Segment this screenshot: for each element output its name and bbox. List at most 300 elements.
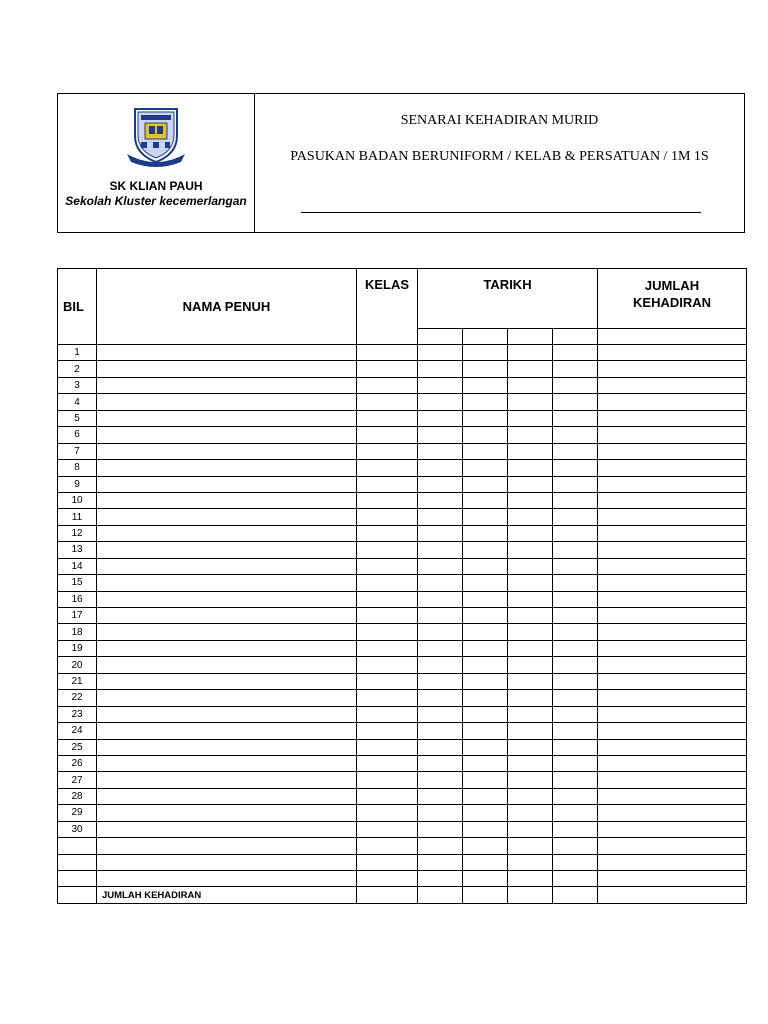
name-cell[interactable] [97,575,357,591]
name-cell[interactable] [97,624,357,640]
attendance-cell[interactable] [508,871,553,887]
attendance-cell[interactable] [508,410,553,426]
table-row [58,805,747,821]
attendance-cell[interactable] [553,443,598,459]
name-cell[interactable] [97,755,357,771]
class-cell[interactable] [357,821,418,837]
attendance-cell[interactable] [463,476,508,492]
attendance-cell[interactable] [418,673,463,689]
attendance-cell[interactable] [553,838,598,854]
total-cell[interactable] [598,361,747,377]
attendance-cell[interactable] [418,410,463,426]
attendance-cell[interactable] [553,509,598,525]
attendance-cell[interactable] [553,624,598,640]
table-row [58,509,747,525]
total-cell[interactable] [598,788,747,804]
attendance-cell[interactable] [418,772,463,788]
attendance-cell[interactable] [418,575,463,591]
title-cell [255,94,744,232]
attendance-cell[interactable] [418,361,463,377]
table-row [58,558,747,574]
attendance-cell[interactable] [418,755,463,771]
total-cell[interactable] [598,624,747,640]
attendance-cell[interactable] [553,690,598,706]
attendance-cell[interactable] [508,525,553,541]
total-cell[interactable] [598,838,747,854]
column-header-jumlah-label: JUMLAH KEHADIRAN [633,278,712,310]
name-cell[interactable] [97,361,357,377]
table-row [58,821,747,837]
name-cell[interactable] [97,476,357,492]
class-cell[interactable] [357,558,418,574]
attendance-cell[interactable] [553,492,598,508]
attendance-cell[interactable] [553,410,598,426]
total-cell[interactable] [598,871,747,887]
column-header-nama: NAMA PENUH [97,269,357,345]
name-cell[interactable] [97,460,357,476]
class-cell[interactable] [357,361,418,377]
total-cell[interactable] [598,739,747,755]
name-cell[interactable] [97,345,357,361]
attendance-total-cell[interactable] [508,887,553,903]
name-cell[interactable] [97,640,357,656]
attendance-table [57,268,747,904]
attendance-cell[interactable] [418,509,463,525]
column-header-jumlah [598,269,747,329]
attendance-cell[interactable] [553,575,598,591]
attendance-cell[interactable] [508,690,553,706]
table-row [58,788,747,804]
attendance-cell[interactable] [463,525,508,541]
attendance-cell[interactable] [418,558,463,574]
attendance-cell[interactable] [508,838,553,854]
total-cell[interactable] [598,394,747,410]
attendance-cell[interactable] [508,755,553,771]
total-cell[interactable] [598,591,747,607]
name-cell[interactable] [97,788,357,804]
total-subheader-cell [598,329,747,345]
attendance-cell[interactable] [553,657,598,673]
attendance-cell[interactable] [418,871,463,887]
attendance-cell[interactable] [418,608,463,624]
attendance-cell[interactable] [508,591,553,607]
total-cell[interactable] [598,575,747,591]
name-cell[interactable] [97,492,357,508]
date-cell-header[interactable] [463,329,508,345]
total-cell[interactable] [598,525,747,541]
total-cell[interactable] [598,821,747,837]
attendance-cell[interactable] [418,377,463,393]
attendance-cell[interactable] [553,361,598,377]
name-cell[interactable] [97,410,357,426]
name-cell[interactable] [97,772,357,788]
attendance-cell[interactable] [418,492,463,508]
class-cell[interactable] [357,673,418,689]
attendance-cell[interactable] [553,772,598,788]
attendance-cell[interactable] [553,608,598,624]
attendance-cell[interactable] [463,345,508,361]
class-cell[interactable] [357,509,418,525]
attendance-cell[interactable] [508,575,553,591]
attendance-cell[interactable] [463,460,508,476]
attendance-cell[interactable] [463,673,508,689]
name-cell[interactable] [97,558,357,574]
attendance-cell[interactable] [418,640,463,656]
table-row [58,755,747,771]
table-row [58,624,747,640]
attendance-cell[interactable] [553,805,598,821]
attendance-cell[interactable] [463,624,508,640]
row-number [58,838,97,854]
attendance-cell[interactable] [553,788,598,804]
class-cell[interactable] [357,640,418,656]
total-cell[interactable] [598,542,747,558]
row-number: 15 [58,575,97,591]
attendance-cell[interactable] [508,460,553,476]
total-cell[interactable] [598,805,747,821]
attendance-cell[interactable] [418,805,463,821]
row-number: 2 [58,361,97,377]
attendance-cell[interactable] [508,854,553,870]
date-cell-header[interactable] [508,329,553,345]
table-row [58,542,747,558]
name-cell[interactable] [97,608,357,624]
total-cell[interactable] [598,755,747,771]
attendance-cell[interactable] [508,608,553,624]
attendance-rows [58,345,747,904]
name-cell[interactable] [97,443,357,459]
attendance-cell[interactable] [553,558,598,574]
class-cell[interactable] [357,476,418,492]
row-number: 24 [58,723,97,739]
row-number: 20 [58,657,97,673]
class-cell[interactable] [357,723,418,739]
attendance-cell[interactable] [463,755,508,771]
attendance-cell[interactable] [508,509,553,525]
attendance-cell[interactable] [508,805,553,821]
total-cell[interactable] [598,443,747,459]
attendance-cell[interactable] [463,871,508,887]
attendance-cell[interactable] [418,476,463,492]
total-cell[interactable] [598,410,747,426]
table-row [58,575,747,591]
row-number: 17 [58,608,97,624]
table-row [58,492,747,508]
name-cell[interactable] [97,706,357,722]
attendance-cell[interactable] [418,624,463,640]
attendance-cell[interactable] [463,739,508,755]
attendance-cell[interactable] [508,427,553,443]
row-number: 8 [58,460,97,476]
attendance-cell[interactable] [463,492,508,508]
row-number: 6 [58,427,97,443]
class-cell[interactable] [357,575,418,591]
attendance-cell[interactable] [508,476,553,492]
attendance-cell[interactable] [463,657,508,673]
grand-total-cell[interactable] [598,887,747,903]
school-name: SK KLIAN PAUH [109,179,203,193]
class-cell[interactable] [357,377,418,393]
table-row [58,739,747,755]
name-cell[interactable] [97,427,357,443]
name-cell[interactable] [97,673,357,689]
attendance-cell[interactable] [508,443,553,459]
total-row [58,887,747,903]
name-cell[interactable] [97,871,357,887]
row-number: 19 [58,640,97,656]
attendance-cell[interactable] [418,345,463,361]
attendance-cell[interactable] [553,755,598,771]
total-cell[interactable] [598,690,747,706]
attendance-cell[interactable] [418,525,463,541]
row-number: 30 [58,821,97,837]
total-cell[interactable] [598,772,747,788]
attendance-cell[interactable] [508,492,553,508]
class-cell[interactable] [357,739,418,755]
attendance-cell[interactable] [508,673,553,689]
attendance-cell[interactable] [418,706,463,722]
name-cell[interactable] [97,657,357,673]
class-cell[interactable] [357,492,418,508]
name-cell[interactable] [97,542,357,558]
attendance-cell[interactable] [508,788,553,804]
row-number: 25 [58,739,97,755]
class-cell[interactable] [357,871,418,887]
total-cell[interactable] [598,854,747,870]
attendance-cell[interactable] [553,871,598,887]
attendance-cell[interactable] [508,624,553,640]
total-cell[interactable] [598,673,747,689]
row-number: 9 [58,476,97,492]
total-cell[interactable] [598,476,747,492]
name-cell[interactable] [97,394,357,410]
class-cell[interactable] [357,690,418,706]
attendance-cell[interactable] [463,361,508,377]
attendance-cell[interactable] [508,377,553,393]
attendance-cell[interactable] [418,854,463,870]
class-cell[interactable] [357,525,418,541]
attendance-cell[interactable] [508,542,553,558]
total-row-number [58,887,97,903]
attendance-cell[interactable] [418,690,463,706]
attendance-cell[interactable] [418,591,463,607]
attendance-cell[interactable] [418,723,463,739]
attendance-cell[interactable] [463,772,508,788]
attendance-cell[interactable] [463,591,508,607]
attendance-cell[interactable] [553,460,598,476]
total-cell[interactable] [598,427,747,443]
class-cell[interactable] [357,755,418,771]
row-number: 27 [58,772,97,788]
class-cell[interactable] [357,772,418,788]
date-cell-header[interactable] [553,329,598,345]
attendance-cell[interactable] [418,838,463,854]
attendance-cell[interactable] [463,706,508,722]
attendance-cell[interactable] [418,739,463,755]
table-row [58,525,747,541]
class-cell[interactable] [357,542,418,558]
row-number: 26 [58,755,97,771]
attendance-cell[interactable] [463,723,508,739]
row-number: 28 [58,788,97,804]
attendance-cell[interactable] [463,838,508,854]
attendance-cell[interactable] [553,706,598,722]
class-cell[interactable] [357,410,418,426]
attendance-cell[interactable] [418,821,463,837]
attendance-cell[interactable] [553,427,598,443]
attendance-total-cell[interactable] [463,887,508,903]
attendance-cell[interactable] [553,377,598,393]
table-row [58,723,747,739]
name-cell[interactable] [97,377,357,393]
attendance-cell[interactable] [508,821,553,837]
attendance-cell[interactable] [553,591,598,607]
attendance-cell[interactable] [463,821,508,837]
name-cell[interactable] [97,723,357,739]
column-header-tarikh: TARIKH [418,269,598,329]
attendance-total-cell[interactable] [418,887,463,903]
name-cell[interactable] [97,805,357,821]
attendance-cell[interactable] [508,739,553,755]
attendance-cell[interactable] [553,739,598,755]
class-cell[interactable] [357,838,418,854]
attendance-cell[interactable] [553,476,598,492]
class-cell[interactable] [357,427,418,443]
table-row [58,377,747,393]
name-cell[interactable] [97,854,357,870]
attendance-cell[interactable] [463,575,508,591]
blank-fill-line[interactable] [301,212,701,213]
name-cell[interactable] [97,591,357,607]
attendance-cell[interactable] [508,723,553,739]
row-number: 10 [58,492,97,508]
attendance-total-cell[interactable] [553,887,598,903]
attendance-cell[interactable] [463,394,508,410]
attendance-cell[interactable] [418,542,463,558]
table-row [58,591,747,607]
total-cell[interactable] [598,657,747,673]
name-cell[interactable] [97,739,357,755]
document-title: SENARAI KEHADIRAN MURID [400,113,599,128]
class-cell[interactable] [357,887,418,903]
attendance-cell[interactable] [553,345,598,361]
attendance-cell[interactable] [463,805,508,821]
attendance-cell[interactable] [508,345,553,361]
table-row [58,640,747,656]
attendance-cell[interactable] [553,821,598,837]
class-cell[interactable] [357,608,418,624]
row-number: 13 [58,542,97,558]
attendance-cell[interactable] [463,558,508,574]
total-cell[interactable] [598,509,747,525]
class-cell[interactable] [357,788,418,804]
row-number: 16 [58,591,97,607]
attendance-cell[interactable] [463,509,508,525]
name-cell[interactable] [97,838,357,854]
row-number: 11 [58,509,97,525]
class-cell[interactable] [357,706,418,722]
table-row [58,690,747,706]
total-cell[interactable] [598,706,747,722]
attendance-cell[interactable] [418,657,463,673]
attendance-cell[interactable] [553,525,598,541]
class-cell[interactable] [357,394,418,410]
attendance-cell[interactable] [463,640,508,656]
table-row [58,838,747,854]
attendance-cell[interactable] [508,640,553,656]
attendance-cell[interactable] [463,377,508,393]
class-cell[interactable] [357,345,418,361]
class-cell[interactable] [357,624,418,640]
name-cell[interactable] [97,509,357,525]
attendance-cell[interactable] [463,542,508,558]
attendance-cell[interactable] [508,558,553,574]
table-row [58,871,747,887]
total-cell[interactable] [598,377,747,393]
attendance-cell[interactable] [418,443,463,459]
attendance-cell[interactable] [418,788,463,804]
date-cell-header[interactable] [418,329,463,345]
attendance-cell[interactable] [553,723,598,739]
row-number [58,854,97,870]
attendance-cell[interactable] [553,673,598,689]
header-box [57,93,745,233]
attendance-cell[interactable] [553,542,598,558]
attendance-cell[interactable] [553,640,598,656]
class-cell[interactable] [357,805,418,821]
name-cell[interactable] [97,821,357,837]
total-cell[interactable] [598,723,747,739]
attendance-cell[interactable] [463,443,508,459]
attendance-cell[interactable] [418,460,463,476]
total-cell[interactable] [598,460,747,476]
attendance-cell[interactable] [463,427,508,443]
total-cell[interactable] [598,492,747,508]
attendance-cell[interactable] [508,361,553,377]
attendance-cell[interactable] [463,788,508,804]
attendance-cell[interactable] [463,608,508,624]
row-number: 29 [58,805,97,821]
total-cell[interactable] [598,345,747,361]
attendance-cell[interactable] [463,854,508,870]
attendance-cell[interactable] [463,690,508,706]
class-cell[interactable] [357,591,418,607]
attendance-cell[interactable] [553,394,598,410]
attendance-cell[interactable] [553,854,598,870]
row-number: 22 [58,690,97,706]
class-cell[interactable] [357,460,418,476]
name-cell[interactable] [97,525,357,541]
total-row-label: JUMLAH KEHADIRAN [97,887,357,903]
total-cell[interactable] [598,608,747,624]
attendance-cell[interactable] [418,427,463,443]
row-number: 5 [58,410,97,426]
total-cell[interactable] [598,640,747,656]
logo-cell [58,94,255,232]
name-cell[interactable] [97,690,357,706]
attendance-cell[interactable] [418,394,463,410]
class-cell[interactable] [357,854,418,870]
total-cell[interactable] [598,558,747,574]
attendance-cell[interactable] [508,706,553,722]
attendance-cell[interactable] [508,657,553,673]
class-cell[interactable] [357,657,418,673]
table-row [58,854,747,870]
attendance-cell[interactable] [508,394,553,410]
attendance-cell[interactable] [508,772,553,788]
class-cell[interactable] [357,443,418,459]
attendance-cell[interactable] [463,410,508,426]
